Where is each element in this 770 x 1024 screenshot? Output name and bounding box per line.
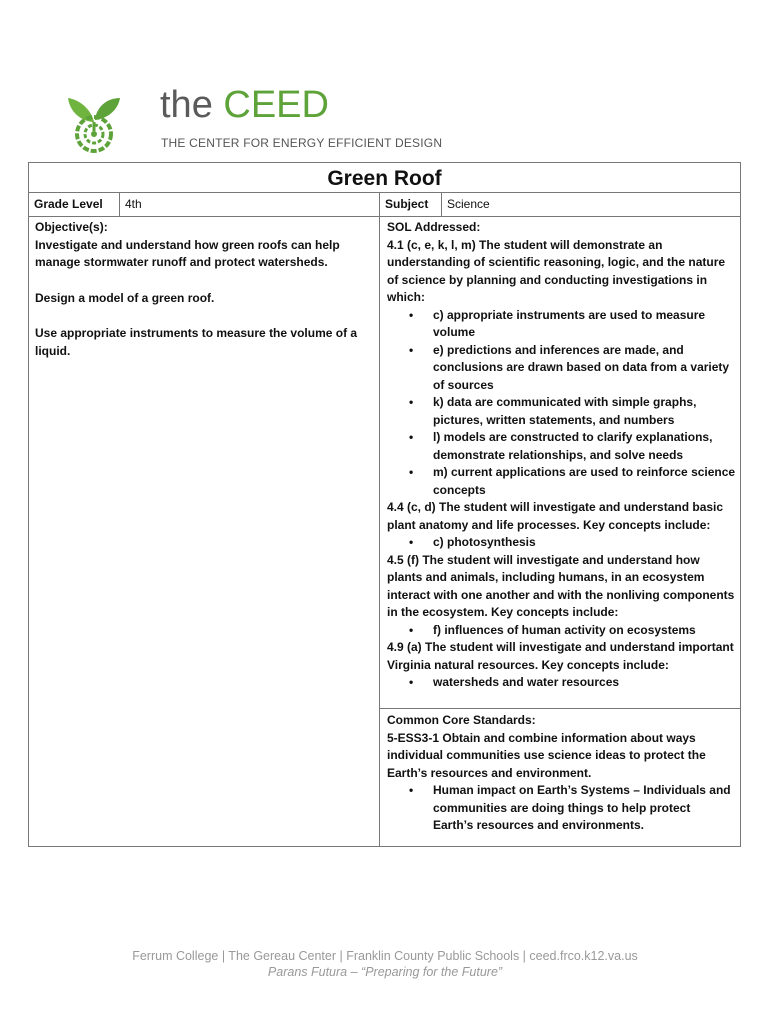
sprout-logo-icon bbox=[62, 82, 126, 154]
footer bbox=[0, 948, 770, 980]
common-core-heading: Common Core Standards: bbox=[387, 713, 536, 727]
objective-item: Design a model of a green roof. bbox=[35, 290, 215, 305]
list-item: • c) appropriate instruments are used to measure volume bbox=[387, 307, 737, 342]
list-item: • e) predictions and inferences are made, and conclusions are drawn based on data from a variety of sources bbox=[387, 342, 737, 395]
list-item: • f) influences of human activity on ecosystems bbox=[387, 622, 737, 640]
subject-value: Science bbox=[441, 193, 741, 216]
brand-subtitle: THE CENTER FOR ENERGY EFFICIENT DESIGN bbox=[161, 136, 443, 150]
common-core-cell bbox=[380, 708, 740, 832]
list-item: • k) data are communicated with simple graphs, pictures, written statements, and numbers bbox=[387, 394, 737, 429]
list-item: • Human impact on Earth’s Systems – Individuals and communities are doing things to help protect Earth’s resources and environments. bbox=[387, 782, 732, 835]
sol-cell bbox=[379, 215, 740, 846]
common-core-list bbox=[387, 782, 732, 835]
footer-links: Ferrum College | The Gereau Center | Franklin County Public Schools | ceed.frco.k12.va.us bbox=[132, 949, 638, 963]
sol-4-5-intro: 4.5 (f) The student will investigate and understand how plants and animals, including humans, in an ecosystem interact with one another and with the nonliving components in the ecosystem. Key concepts include: bbox=[387, 552, 735, 619]
list-item: • m) current applications are used to reinforce science concepts bbox=[387, 464, 737, 499]
brand-title: the CEED bbox=[160, 84, 329, 126]
grade-level-value: 4th bbox=[119, 193, 379, 216]
sol-4-9-intro: 4.9 (a) The student will investigate and understand important Virginia natural resources. Key concepts include: bbox=[387, 640, 734, 672]
lesson-table bbox=[28, 162, 741, 847]
motto-translation: – “Preparing for the Future” bbox=[347, 965, 503, 979]
sol-heading: SOL Addressed: bbox=[387, 220, 481, 234]
sol-4-9-list bbox=[387, 674, 737, 692]
objectives-heading: Objective(s): bbox=[35, 220, 108, 234]
subject-label: Subject bbox=[379, 193, 441, 216]
list-item: • l) models are constructed to clarify explanations, demonstrate relationships, and solve needs bbox=[387, 429, 737, 464]
list-item: • watersheds and water resources bbox=[387, 674, 737, 692]
sol-4-1-list bbox=[387, 307, 737, 500]
sol-4-4-intro: 4.4 (c, d) The student will investigate and understand basic plant anatomy and life processes. Key concepts include: bbox=[387, 500, 724, 532]
sol-4-4-list bbox=[387, 534, 737, 552]
objective-item: Investigate and understand how green roofs can help manage stormwater runoff and protect watersheds. bbox=[35, 237, 340, 269]
objectives-cell bbox=[29, 215, 379, 846]
grade-level-label: Grade Level bbox=[34, 197, 103, 211]
info-row bbox=[29, 192, 740, 217]
brand-name: CEED bbox=[223, 84, 329, 126]
sol-4-5-list bbox=[387, 622, 737, 640]
header bbox=[62, 82, 482, 157]
objective-item: Use appropriate instruments to measure the volume of a liquid. bbox=[35, 326, 358, 358]
sol-4-1-intro: 4.1 (c, e, k, l, m) The student will demonstrate an understanding of scientific reasoning, logic, and the nature of science by planning and conducting investigations in which: bbox=[387, 237, 726, 304]
common-core-text: 5-ESS3-1 Obtain and combine information about ways individual communities use science ideas to protect the Earth’s resources and environment. bbox=[387, 730, 706, 780]
lesson-title: Green Roof bbox=[327, 167, 442, 190]
list-item: • c) photosynthesis bbox=[387, 534, 737, 552]
footer-motto bbox=[0, 964, 770, 980]
motto-latin: Parans Futura bbox=[267, 965, 348, 979]
